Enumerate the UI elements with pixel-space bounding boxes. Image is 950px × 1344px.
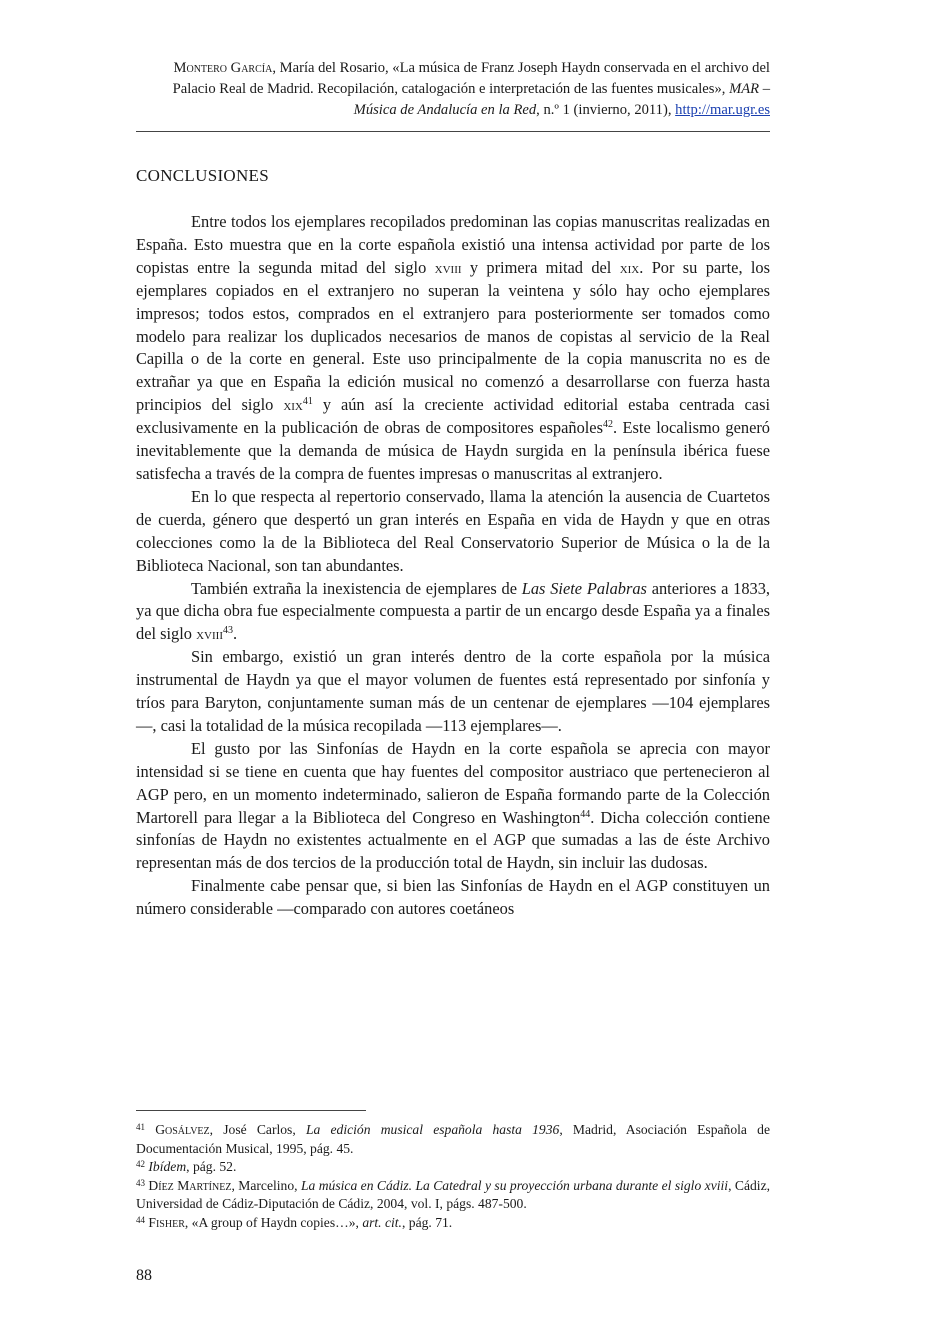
footnotes [136, 1121, 770, 1232]
header-rule [136, 131, 770, 132]
p1-century-xix-2: xix [283, 395, 303, 415]
p1-century-xix: xix [619, 257, 640, 277]
footnote-title: La música en Cádiz. La Catedral y su proyección urbana durante el siglo xviii [300, 1177, 729, 1193]
running-header [136, 58, 770, 121]
p1-text-a: Entre todos los ejemplares recopilados predominan las copias manuscritas realizadas en España. Esto muestra que en la corte española existió una intensa actividad por parte de los copistas entre la segunda mitad del siglo [136, 212, 770, 277]
section-title: CONCLUSIONES [136, 166, 270, 185]
paragraph-1 [136, 211, 770, 486]
p3-text-b: anteriores a 1833, ya que dicha obra fue especialmente compuesta a partir de un encargo desde España ya a finales del siglo [136, 578, 771, 644]
page-number: 88 [136, 1267, 152, 1284]
paragraph-2: En lo que respecta al repertorio conservado, llama la atención la ausencia de Cuartetos de cuerda, género que despertó un gran interés en España en vida de Haydn y que en otras colecciones como la de la Biblioteca del Real Conservatorio Superior de Música o la de la Biblioteca Nacional, son tan abundantes. [136, 486, 770, 575]
header-journal-title: MAR – Música de Andalucía en la Red [353, 81, 770, 118]
footnote-author: Díez Martínez [148, 1177, 232, 1193]
footnote-ref-41[interactable]: 41 [302, 396, 313, 408]
footnote-text: , pág. 71. [401, 1214, 453, 1230]
footnote-title: La edición musical española hasta 1936 [305, 1122, 560, 1137]
footnote-44 [136, 1214, 770, 1233]
p3-text-c: . [233, 624, 238, 644]
paragraph-3 [136, 578, 770, 647]
footnote-text: , Cádiz, Universidad de Cádiz-Diputación de Cádiz, 2004, vol. I, págs. 487-500. [136, 1177, 770, 1211]
footnote-ref-43[interactable]: 43 [223, 625, 233, 637]
footnote-42 [136, 1158, 770, 1177]
footnote-author: Fisher [148, 1214, 185, 1230]
footnote-title: Ibídem [148, 1159, 187, 1174]
footnote-ref-44[interactable]: 44 [580, 808, 591, 820]
paragraph-4: Sin embargo, existió un gran interés dentro de la corte española por la música instrumental de Haydn ya que el mayor volumen de fuentes está representado por sinfonía y tríos para Baryton, conjuntamente suman más de un centenar de ejemplares —104 ejemplares—, casi la totalidad de la música recopilada —113 ejemplares—. [136, 647, 770, 735]
p1-text-d: y aún así la creciente actividad editorial estaba centrada casi exclusivamente en la publicación de obras de compositores españoles [136, 395, 771, 438]
footnote-title: art. cit. [362, 1214, 402, 1230]
footnote-number: 42 [136, 1159, 145, 1169]
footnote-43 [136, 1177, 770, 1214]
footnote-text: , «A group of Haydn copies…», [184, 1214, 363, 1230]
footnote-text: , pág. 52. [186, 1159, 237, 1174]
footnote-number: 43 [136, 1177, 145, 1188]
header-author-surname: Montero García [173, 60, 273, 76]
footnote-rule [136, 1110, 366, 1111]
p3-century-xviii: xviii [196, 624, 223, 644]
footnote-author: Gosálvez [155, 1122, 210, 1137]
footnote-number: 41 [136, 1122, 145, 1132]
p5-text-a: El gusto por las Sinfonías de Haydn en la corte española se aprecia con mayor intensidad si se tiene en cuenta que hay fuentes del compositor austriaco que pertenecieron al AGP pero, en un momento indeterminado, salieron de España formando parte de la Colección Martorell para llegar a la Biblioteca del Congreso en Washington [136, 738, 770, 827]
footnote-ref-42[interactable]: 42 [602, 419, 613, 431]
p1-century-xviii: xviii [434, 257, 462, 277]
header-citation-text: , María del Rosario, «La música de Franz Joseph Haydn conservada en el archivo del Palacio Real de Madrid. Recopilación, catalogación e interpretación de las fuentes musicales», [172, 60, 770, 97]
footnote-text: , Madrid, Asociación Española de Documentación Musical, 1995, pág. 45. [136, 1122, 770, 1156]
footnote-text: , José Carlos, [209, 1122, 306, 1137]
body-text [136, 211, 770, 921]
header-url-link[interactable]: http://mar.ugr.es [675, 102, 770, 118]
p3-text-a: También extraña la inexistencia de ejemplares de [191, 578, 522, 598]
header-issue: , n.º 1 (invierno, 2011), [536, 102, 676, 118]
p1-text-c: . Por su parte, los ejemplares copiados en el extranjero no superan la veintena y sólo hay ocho ejemplares impresos; todos estos, comprados en el extranjero para posteriormente ser tomados como modelo para realizar los duplicados necesarios de manos de copistas al servicio de la Real Capilla o de la corte en general. Este uso principalmente de la copia manuscrita no es de extrañar ya que en España la edición musical no comenzó a desarrollarse con fuerza hasta principios del siglo [136, 257, 771, 415]
p1-text-b: y primera mitad del [461, 257, 620, 277]
footnote-41 [136, 1121, 770, 1158]
p3-work-title: Las Siete Palabras [521, 578, 647, 598]
footnote-number: 44 [136, 1214, 145, 1225]
footnote-text: , Marcelino, [231, 1177, 301, 1193]
p5-text-b: . Dicha colección contiene sinfonías de Haydn no existentes actualmente en el AGP que sumadas a las de éste Archivo representan más de dos tercios de la producción total de Haydn, sin incluir las dudosas. [136, 807, 770, 873]
p1-text-e: . Este localismo generó inevitablemente que la demanda de música de Haydn surgida en la península ibérica fuese satisfecha a través de la compra de fuentes impresas o manuscritas al extranjero. [136, 418, 770, 483]
paragraph-5 [136, 738, 770, 875]
paragraph-6: Finalmente cabe pensar que, si bien las Sinfonías de Haydn en el AGP constituyen un número considerable —comparado con autores coetáneos [136, 876, 770, 919]
